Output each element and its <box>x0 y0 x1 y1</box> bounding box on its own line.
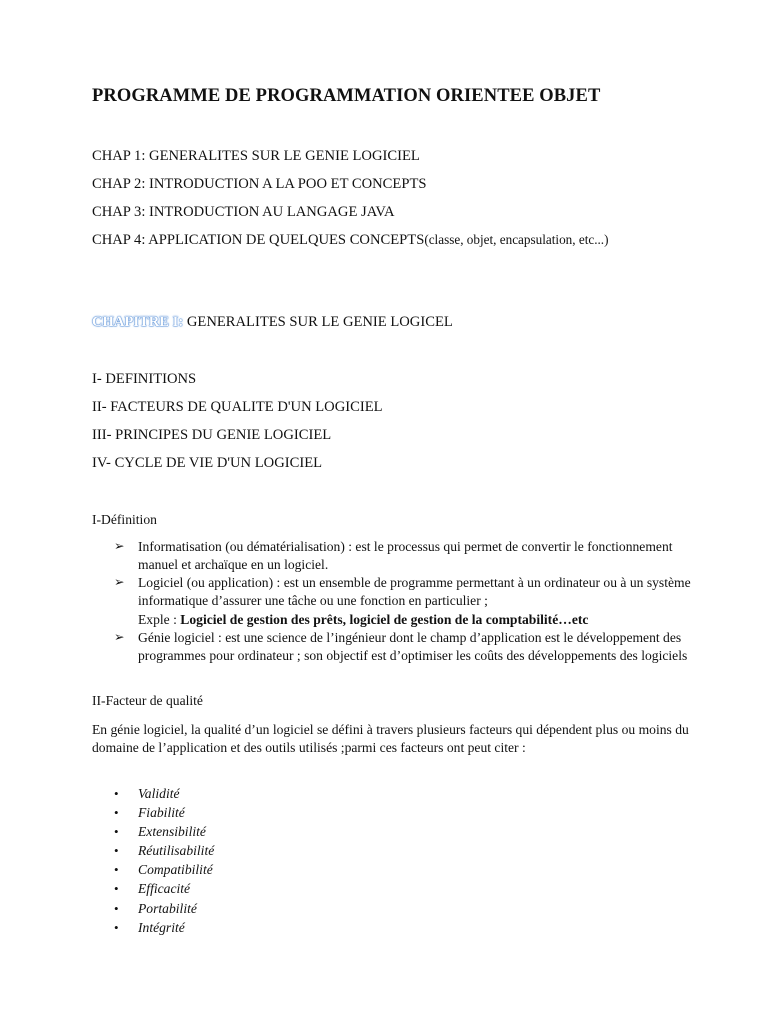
toc-item-text: CHAP 3: INTRODUCTION AU LANGAGE JAVA <box>92 204 395 220</box>
toc-item-text: CHAP 1: GENERALITES SUR LE GENIE LOGICIEL <box>92 148 420 164</box>
arrow-bullet-icon: ➢ <box>114 539 125 553</box>
quality-intro-paragraph: En génie logiciel, la qualité d’un logiciel se défini à travers plusieurs facteurs qui dépendent plus ou moins du domaine de l’application et des outils utilisés ;parmi ces facteurs ont peut citer : <box>92 722 689 756</box>
quality-factor-label: Portabilité <box>138 901 197 916</box>
quality-factor-label: Intégrité <box>138 920 185 935</box>
outline-item: III- PRINCIPES DU GENIE LOGICIEL <box>92 427 332 443</box>
outline-item: I- DEFINITIONS <box>92 371 197 387</box>
quality-factor-label: Fiabilité <box>138 805 185 820</box>
outline-item: IV- CYCLE DE VIE D'UN LOGICIEL <box>92 455 323 471</box>
definition-text: Informatisation (ou dématérialisation) : est le processus qui permet de convertir le fonctionnement manuel et archaïque en un logiciel. <box>138 539 673 573</box>
example-text: Logiciel de gestion des prêts, logiciel de gestion de la comptabilité…etc <box>180 611 589 627</box>
toc-item-chap3 <box>92 204 395 221</box>
bullet-icon: • <box>114 862 119 877</box>
chapter-label: CHAPITRE I: <box>92 314 184 330</box>
bullet-icon: • <box>114 881 119 896</box>
bullet-icon: • <box>114 843 119 858</box>
bullet-icon: • <box>114 920 119 935</box>
quality-heading: II-Facteur de qualité <box>92 693 203 708</box>
quality-factor-label: Compatibilité <box>138 862 213 877</box>
definition-text: Génie logiciel : est une science de l’ingénieur dont le champ d’application est le développement des programmes pour ordinateur ; son objectif est d’optimiser les coûts des développements des logiciels <box>138 630 688 664</box>
toc-item-text: CHAP 2: INTRODUCTION A LA POO ET CONCEPTS <box>92 176 427 192</box>
toc-item-chap4 <box>92 232 609 249</box>
bullet-icon: • <box>114 786 119 801</box>
arrow-bullet-icon: ➢ <box>114 630 125 644</box>
quality-factor-label: Efficacité <box>138 881 191 896</box>
definition-heading: I-Définition <box>92 512 157 527</box>
toc-item-chap1 <box>92 148 420 165</box>
chapter-title: GENERALITES SUR LE GENIE LOGICEL <box>186 314 453 330</box>
quality-factor-label: Validité <box>138 786 180 801</box>
bullet-icon: • <box>114 805 119 820</box>
quality-factor-label: Réutilisabilité <box>138 843 215 858</box>
toc-item-text: CHAP 4: APPLICATION DE QUELQUES CONCEPTS <box>92 232 425 248</box>
arrow-bullet-icon: ➢ <box>114 575 125 589</box>
example-prefix: Exple : <box>138 611 181 627</box>
outline-item: II- FACTEURS DE QUALITE D'UN LOGICIEL <box>92 399 383 415</box>
toc-item-chap2 <box>92 176 426 193</box>
chapter-heading <box>92 314 453 331</box>
definition-body: Logiciel (ou application) : est un ensemble de programme permettant à un ordinateur ou à un système informatique d’assurer une tâche ou une fonction en particulier ; <box>138 575 691 609</box>
bullet-icon: • <box>114 901 119 916</box>
quality-factor-label: Extensibilité <box>138 824 206 839</box>
document-title: PROGRAMME DE PROGRAMMATION ORIENTEE OBJET <box>92 86 601 106</box>
bullet-icon: • <box>114 824 119 839</box>
toc-item-suffix: (classe, objet, encapsulation, etc...) <box>424 232 609 247</box>
definition-text <box>138 574 713 629</box>
